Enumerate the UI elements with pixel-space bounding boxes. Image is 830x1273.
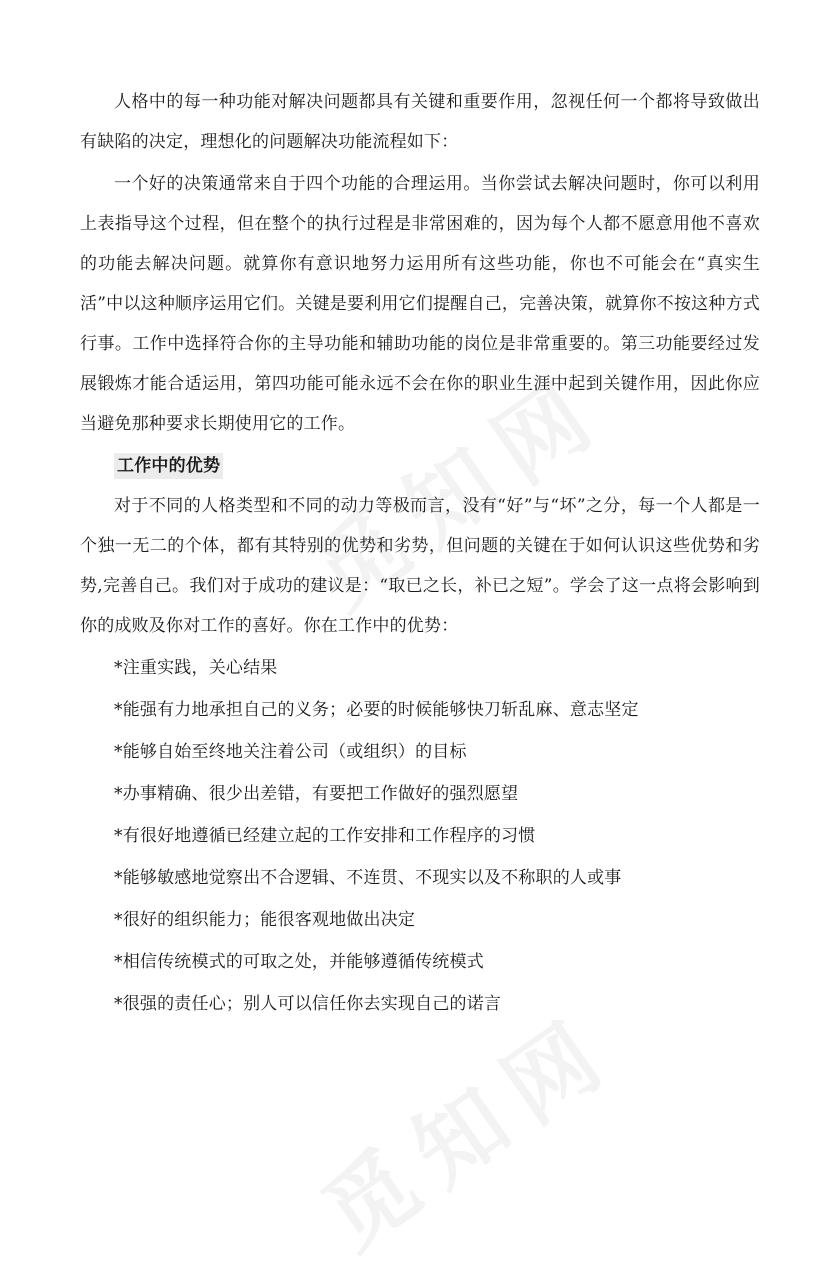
list-item: *注重实践，关心结果 bbox=[114, 658, 278, 678]
paragraph: 对于不同的人格类型和不同的动力等极而言，没有“好”与“坏”之分，每一个人都是一个独一无二的个体，都有其特别的优势和劣势，但问题的关键在于如何认识这些优势和劣势,完善自己。我们对于成功的建议是：“取已之长，补已之短”。学会了这一点将会影响到你的成败及你对工作的喜好。你在工作中的优势： bbox=[80, 496, 760, 636]
list-item: *相信传统模式的可取之处，并能够遵循传统模式 bbox=[114, 952, 484, 972]
strengths-list bbox=[80, 648, 760, 1024]
paragraph: 人格中的每一种功能对解决问题都具有关键和重要作用，忽视任何一个都将导致做出有缺陷的决定，理想化的问题解决功能流程如下： bbox=[80, 92, 760, 152]
list-item: *有很好地遵循已经建立起的工作安排和工作程序的习惯 bbox=[114, 826, 536, 846]
list-item: *能强有力地承担自己的义务；必要的时候能够快刀斩乱麻、意志坚定 bbox=[114, 700, 639, 720]
list-item: *办事精确、很少出差错，有要把工作做好的强烈愿望 bbox=[114, 784, 519, 804]
list-item: *很好的组织能力；能很客观地做出决定 bbox=[114, 910, 416, 930]
section-heading-row bbox=[80, 446, 760, 486]
document-body bbox=[80, 82, 760, 1026]
list-item: *很强的责任心；别人可以信任你去实现自己的诺言 bbox=[114, 994, 502, 1014]
list-item: *能够敏感地觉察出不合逻辑、不连贯、不现实以及不称职的人或事 bbox=[114, 868, 622, 888]
section-heading: 工作中的优势 bbox=[114, 453, 223, 479]
list-item: *能够自始至终地关注着公司（或组织）的目标 bbox=[114, 742, 467, 762]
paragraph: 一个好的决策通常来自于四个功能的合理运用。当你尝试去解决问题时，你可以利用上表指导这个过程，但在整个的执行过程是非常困难的，因为每个人都不愿意用他不喜欢的功能去解决问题。就算你有意识地努力运用所有这些功能，你也不可能会在“真实生活”中以这种顺序运用它们。关键是要利用它们提醒自己，完善决策，就算你不按这种方式行事。工作中选择符合你的主导功能和辅助功能的岗位是非常重要的。第三功能要经过发展锻炼才能合适运用，第四功能可能永远不会在你的职业生涯中起到关键作用，因此你应当避免那种要求长期使用它的工作。 bbox=[80, 174, 760, 434]
